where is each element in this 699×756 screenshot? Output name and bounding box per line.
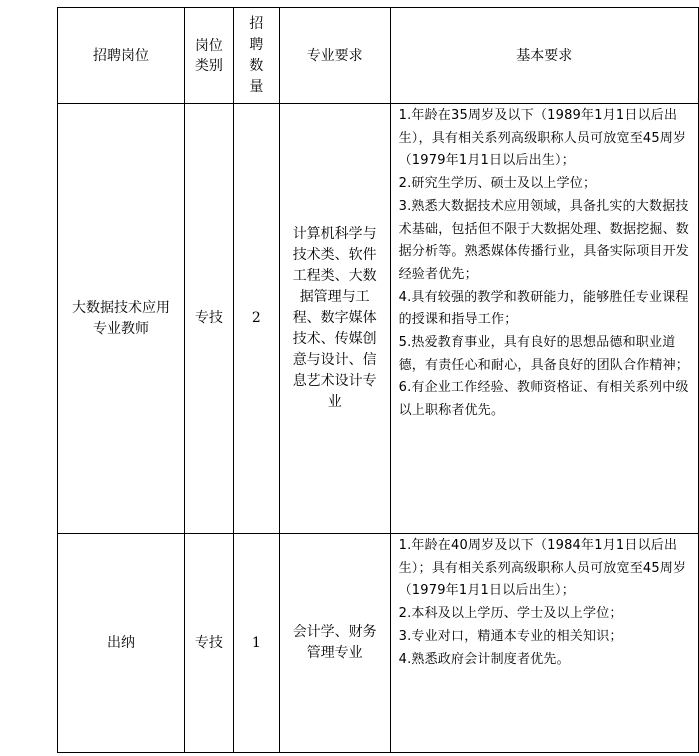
header-basic: 基本要求 <box>390 8 698 104</box>
header-post: 招聘岗位 <box>58 8 185 104</box>
requirement-item: 5.热爱教育事业，具有良好的思想品德和职业道德，有责任心和耐心，具备良好的团队合作精神； <box>398 335 689 373</box>
requirement-item: 1.年龄在40周岁及以下（1984年1月1日以后出生）；具有相关系列高级职称人员可放宽至45周岁（1979年1月1日以后出生）； <box>398 538 687 599</box>
table-header-row <box>58 8 699 104</box>
header-major: 专业要求 <box>279 8 390 104</box>
table-row <box>58 534 699 753</box>
header-type: 岗位类别 <box>184 8 233 104</box>
requirement-item: 1.年龄在35周岁及以下（1989年1月1日以后出生），具有相关系列高级职称人员可放宽至45周岁（1979年1月1日以后出生）； <box>398 108 687 169</box>
requirement-item: 4.具有较强的教学和教研能力，能够胜任专业课程的授课和指导工作； <box>398 289 689 328</box>
post-cell: 大数据技术应用 专业教师 <box>58 104 185 534</box>
requirement-item: 6.有企业工作经验、教师资格证、有相关系列中级以上职称者优先。 <box>398 380 689 419</box>
major-cell: 计算机科学与技术类、软件工程类、大数据管理与工程、数字媒体技术、传媒创意与设计、信息艺术设计专业 <box>279 104 390 534</box>
requirement-item: 4.熟悉政府会计制度者优先。 <box>398 651 570 667</box>
requirements-cell <box>390 534 698 753</box>
type-cell: 专技 <box>184 104 233 534</box>
count-cell: 1 <box>233 534 279 753</box>
major-cell: 会计学、财务管理专业 <box>279 534 390 753</box>
requirement-item: 2.本科及以上学历、学士及以上学位； <box>398 606 623 622</box>
requirement-item: 3.专业对口，精通本专业的相关知识； <box>398 628 623 644</box>
type-cell: 专技 <box>184 534 233 753</box>
count-cell: 2 <box>233 104 279 534</box>
requirement-item: 2.研究生学历、硕士及以上学位； <box>398 176 597 192</box>
recruitment-table <box>57 7 699 753</box>
header-count: 招聘数量 <box>233 8 279 104</box>
table-row <box>58 104 699 534</box>
requirements-cell <box>390 104 698 534</box>
requirement-item: 3.熟悉大数据技术应用领域，具备扎实的大数据技术基础，包括但不限于大数据处理、数据挖掘、数据分析等。熟悉媒体传播行业，具备实际项目开发经验者优先； <box>398 198 689 282</box>
post-cell: 出纳 <box>58 534 185 753</box>
